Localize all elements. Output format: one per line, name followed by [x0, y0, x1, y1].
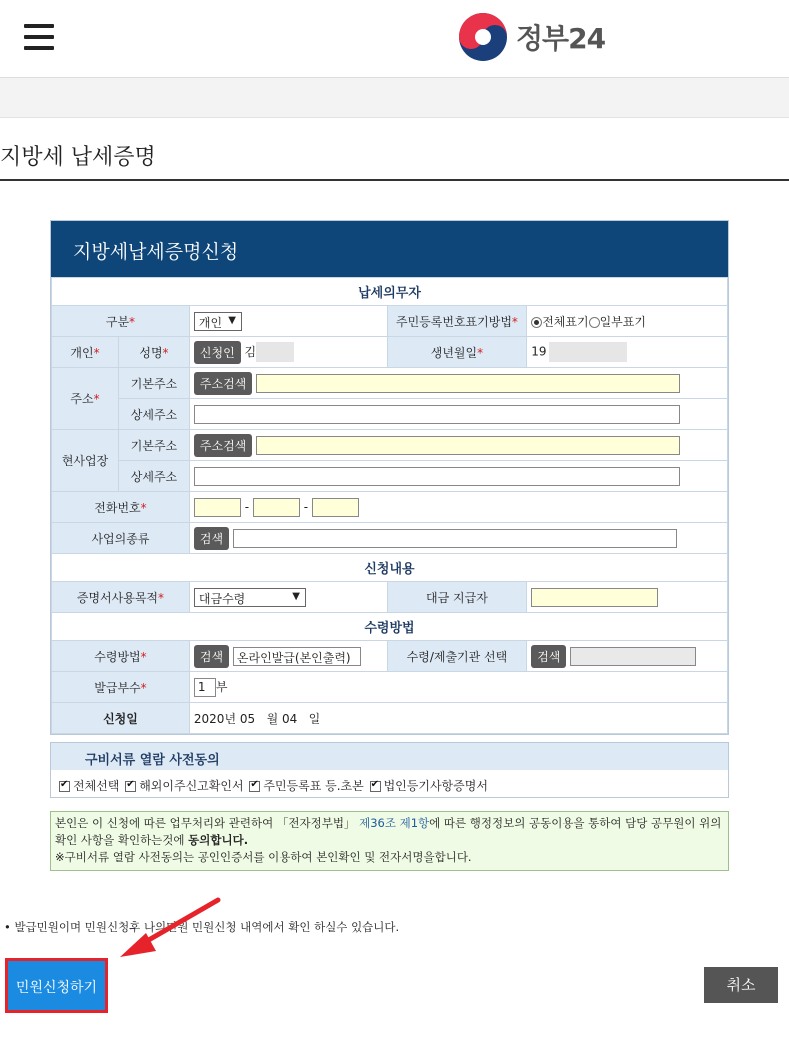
business-place-label: 현사업장	[52, 430, 119, 492]
red-arrow-icon	[118, 895, 223, 960]
business-type-label: 사업의종류	[52, 523, 190, 554]
gov24-logo[interactable]	[458, 12, 605, 62]
resident-register-checkbox[interactable]	[249, 781, 260, 792]
birth-label: 생년월일*	[387, 337, 527, 368]
receive-method-input[interactable]: 온라인발급(본인출력)	[233, 647, 361, 666]
phone-part3-input[interactable]	[312, 498, 359, 517]
address-label: 주소*	[52, 368, 119, 430]
business-basic-address-input[interactable]	[256, 436, 680, 455]
rrn-full-radio[interactable]	[531, 317, 542, 328]
receive-method-search-button[interactable]: 검색	[194, 645, 229, 668]
name-label: 성명*	[119, 337, 190, 368]
section-taxpayer: 납세의무자	[52, 278, 728, 306]
birth-mask	[549, 342, 627, 362]
consent-notice: 본인은 이 신청에 따른 업무처리와 관련하여 「전자정부법」 제36조 제1항에 따른 행정정보의 공동이용을 통하여 담당 공무원이 위의 확인 사항을 확인하는것에 동의합니다. ※구비서류 열람 사전동의는 공인인증서를 이용하여 본인확인 및 전자서명을합니다.	[50, 811, 729, 871]
taegeuk-icon	[458, 12, 508, 62]
logo-text: 정부24	[516, 22, 606, 55]
consent-title: 구비서류 열람 사전동의	[51, 743, 728, 770]
application-form: 지방세납세증명신청 납세의무자 구분* 개인 ▼ 주민등록번호표기방법* 전체표기 일부표기 개인* 성명* 신청인 김 생년월일* 19 주소* 기본주소 주소검색 상세주소 현사업장 기본주소 주소검색 상세주소 전화번호* - - 사업의종류 검색 신청내용 증명서사용목적* 대금수령 ▼ 대금 지급자 수령방법 수령방법* 검색 온라인발급(본인출력) 수령/제출기관 선택 검색 발급부수* 1 부 신청일 2020년 05 월 04 일	[50, 220, 729, 735]
section-receive: 수령방법	[52, 613, 728, 641]
copies-label: 발급부수*	[52, 672, 190, 703]
submit-application-button[interactable]: 민원신청하기	[5, 958, 108, 1013]
phone-part2-input[interactable]	[253, 498, 300, 517]
basic-address-label: 기본주소	[119, 368, 190, 399]
top-header	[0, 0, 789, 78]
purpose-label: 증명서사용목적*	[52, 582, 190, 613]
form-title: 지방세납세증명신청	[51, 221, 728, 277]
business-address-search-button[interactable]: 주소검색	[194, 434, 252, 457]
receive-org-search-button[interactable]: 검색	[531, 645, 566, 668]
birth-value: 19	[531, 344, 547, 359]
receive-org-label: 수령/제출기관 선택	[387, 641, 527, 672]
section-request: 신청내용	[52, 554, 728, 582]
page-title: 지방세 납세증명	[0, 145, 156, 170]
hamburger-icon[interactable]	[24, 24, 54, 50]
copies-input[interactable]: 1	[194, 678, 216, 697]
applicant-button[interactable]: 신청인	[194, 341, 241, 364]
category-label: 구분*	[52, 306, 190, 337]
title-divider	[0, 179, 789, 181]
address-search-button[interactable]: 주소검색	[194, 372, 252, 395]
payer-label: 대금 지급자	[387, 582, 527, 613]
purpose-select[interactable]: 대금수령 ▼	[194, 588, 306, 607]
detail-address-label: 상세주소	[119, 399, 190, 430]
select-all-checkbox[interactable]	[59, 781, 70, 792]
name-value: 김	[244, 344, 257, 359]
apply-date-value: 2020년 05 월 04 일	[189, 703, 727, 734]
business-basic-address-label: 기본주소	[119, 430, 190, 461]
business-type-search-button[interactable]: 검색	[194, 527, 229, 550]
business-detail-address-label: 상세주소	[119, 461, 190, 492]
name-mask	[256, 342, 294, 362]
bottom-note: • 발급민원이며 민원신청후 나의민원 민원신청 내역에서 확인 하실수 있습니다.	[4, 920, 400, 934]
cancel-button[interactable]: 취소	[704, 967, 778, 1003]
law-reference: 제36조 제1항	[359, 816, 430, 830]
individual-label: 개인*	[52, 337, 119, 368]
apply-date-label: 신청일	[52, 703, 190, 734]
phone-label: 전화번호*	[52, 492, 190, 523]
receive-method-label: 수령방법*	[52, 641, 190, 672]
sub-bar	[0, 78, 789, 118]
business-type-input[interactable]	[233, 529, 677, 548]
basic-address-input[interactable]	[256, 374, 680, 393]
consent-box: 구비서류 열람 사전동의 ✔전체선택 ✔ 해외이주신고확인서 ✔ 주민등록표 등.초본 ✔ 법인등기사항증명서	[50, 742, 729, 798]
receive-org-input[interactable]	[570, 647, 696, 666]
rrn-method-label: 주민등록번호표기방법*	[387, 306, 527, 337]
category-select[interactable]: 개인 ▼	[194, 312, 242, 331]
emigration-checkbox[interactable]	[125, 781, 136, 792]
corporate-register-checkbox[interactable]	[370, 781, 381, 792]
phone-part1-input[interactable]	[194, 498, 241, 517]
business-detail-address-input[interactable]	[194, 467, 680, 486]
payer-input[interactable]	[531, 588, 658, 607]
rrn-partial-radio[interactable]	[589, 317, 600, 328]
detail-address-input[interactable]	[194, 405, 680, 424]
